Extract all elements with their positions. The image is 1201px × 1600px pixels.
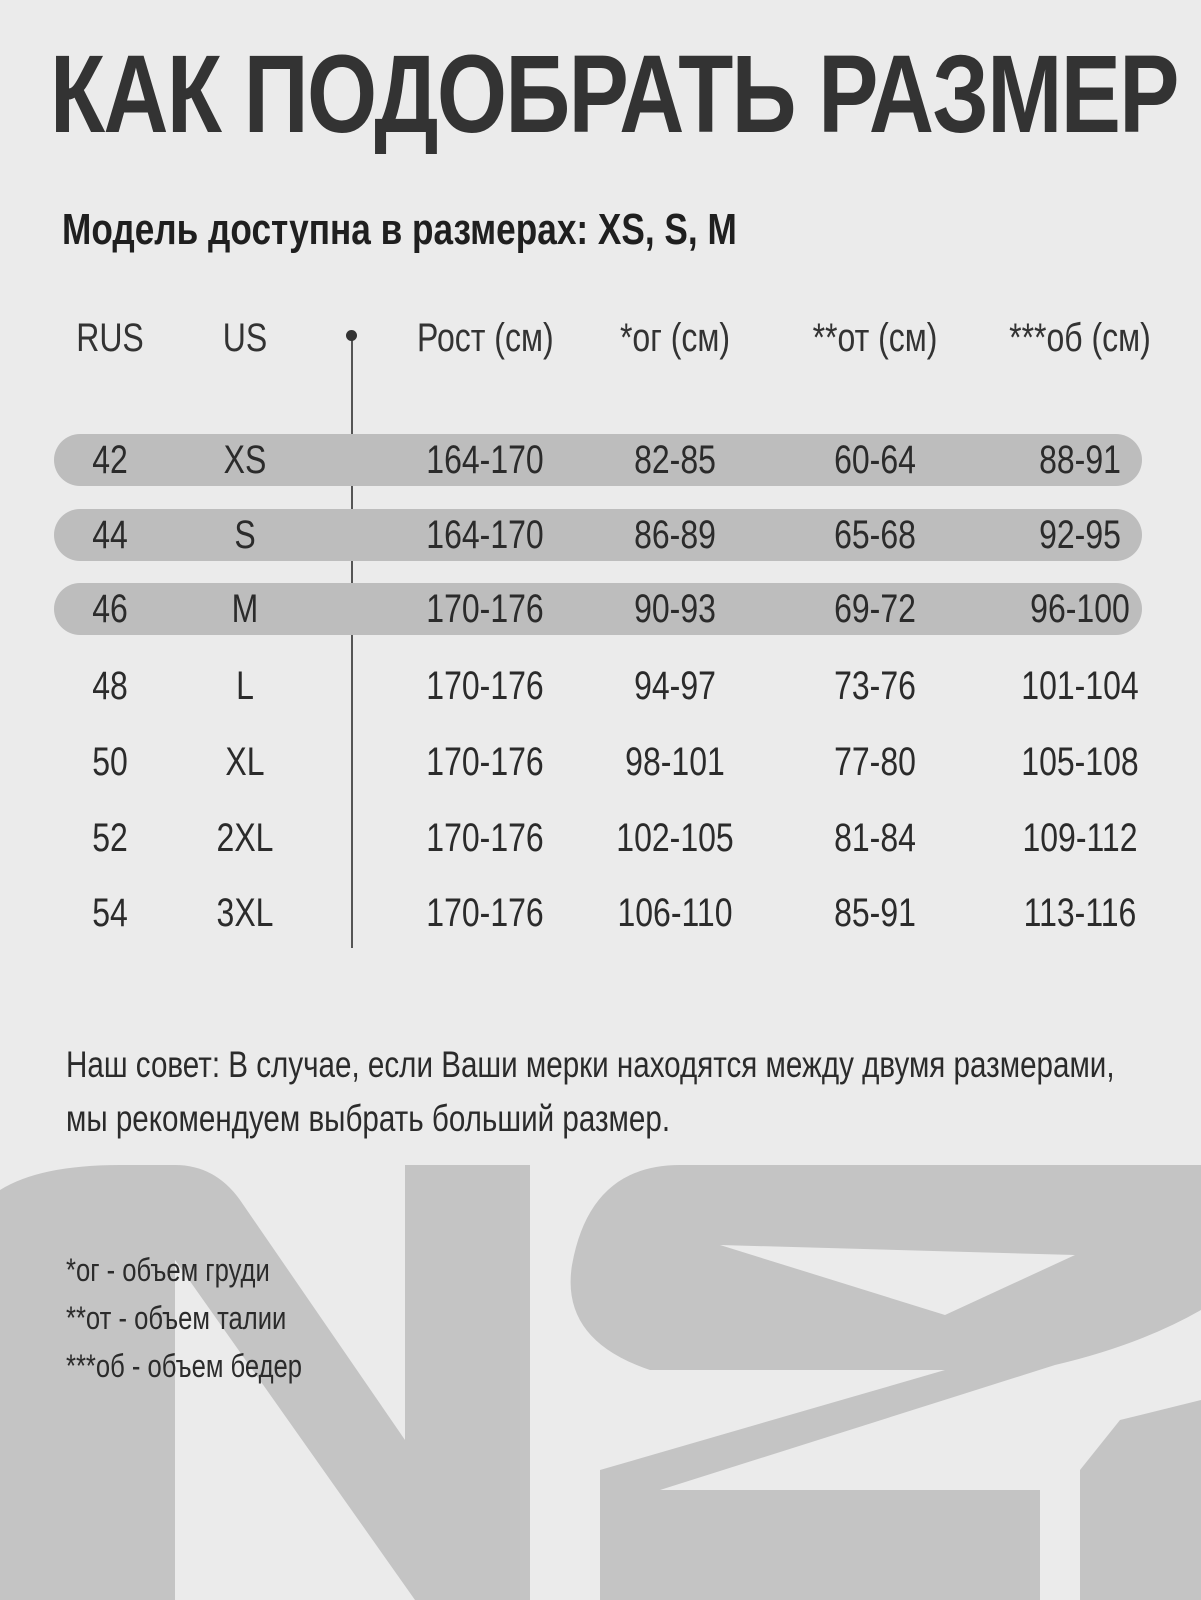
- footnotes: [66, 1246, 302, 1390]
- cell-hips: 113-116: [1023, 891, 1137, 935]
- cell-rus: 52: [92, 816, 128, 860]
- table-row: [0, 812, 1201, 864]
- header-height: Рост (см): [417, 316, 554, 360]
- cell-height: 170-176: [426, 816, 544, 860]
- cell-chest: 82-85: [634, 438, 716, 482]
- cell-waist: 60-64: [834, 438, 916, 482]
- advice-line-1: Наш совет: В случае, если Ваши мерки находятся между двумя размерами,: [66, 1044, 1115, 1085]
- table-row: [0, 887, 1201, 939]
- cell-hips: 105-108: [1021, 740, 1139, 784]
- table-row: [0, 736, 1201, 788]
- cell-rus: 54: [92, 891, 128, 935]
- page-title: КАК ПОДОБРАТЬ РАЗМЕР: [50, 33, 1178, 156]
- cell-waist: 81-84: [834, 816, 916, 860]
- cell-hips: 101-104: [1021, 664, 1139, 708]
- cell-waist: 85-91: [834, 891, 916, 935]
- cell-rus: 50: [92, 740, 128, 784]
- cell-rus: 46: [92, 587, 128, 631]
- cell-us: M: [231, 587, 259, 631]
- cell-us: XL: [225, 740, 265, 784]
- table-row: [0, 583, 1201, 635]
- cell-us: XS: [223, 438, 267, 482]
- cell-chest: 86-89: [634, 513, 716, 557]
- cell-rus: 44: [92, 513, 128, 557]
- cell-us: L: [236, 664, 254, 708]
- footnote-hips: ***об - объем бедер: [66, 1348, 302, 1384]
- footnote-waist: **от - объем талии: [66, 1300, 287, 1336]
- cell-hips: 88-91: [1039, 438, 1121, 482]
- header-us: US: [222, 316, 268, 360]
- size-advice: [66, 1038, 1115, 1146]
- footnote-chest: *ог - объем груди: [66, 1252, 270, 1288]
- cell-chest: 98-101: [625, 740, 725, 784]
- cell-chest: 90-93: [634, 587, 716, 631]
- cell-us: 2XL: [216, 816, 274, 860]
- cell-height: 170-176: [426, 587, 544, 631]
- cell-waist: 77-80: [834, 740, 916, 784]
- cell-waist: 69-72: [834, 587, 916, 631]
- header-waist: **от (см): [812, 316, 938, 360]
- table-row: [0, 434, 1201, 486]
- table-row: [0, 509, 1201, 561]
- header-hips: ***об (см): [1009, 316, 1151, 360]
- cell-height: 170-176: [426, 740, 544, 784]
- cell-rus: 48: [92, 664, 128, 708]
- header-chest: *ог (см): [619, 316, 731, 360]
- cell-us: 3XL: [216, 891, 274, 935]
- cell-hips: 92-95: [1039, 513, 1121, 557]
- cell-us: S: [234, 513, 256, 557]
- cell-rus: 42: [92, 438, 128, 482]
- cell-height: 164-170: [426, 438, 544, 482]
- cell-height: 170-176: [426, 891, 544, 935]
- cell-waist: 65-68: [834, 513, 916, 557]
- cell-hips: 96-100: [1030, 587, 1130, 631]
- cell-chest: 94-97: [634, 664, 716, 708]
- cell-chest: 102-105: [616, 816, 734, 860]
- cell-waist: 73-76: [834, 664, 916, 708]
- cell-hips: 109-112: [1022, 816, 1138, 860]
- advice-line-2: мы рекомендуем выбрать больший размер.: [66, 1098, 671, 1139]
- cell-chest: 106-110: [617, 891, 733, 935]
- table-row: [0, 660, 1201, 712]
- available-sizes-subtitle: Модель доступна в размерах: XS, S, M: [62, 205, 737, 254]
- table-header: [0, 312, 1201, 364]
- cell-height: 170-176: [426, 664, 544, 708]
- header-rus: RUS: [76, 316, 144, 360]
- cell-height: 164-170: [426, 513, 544, 557]
